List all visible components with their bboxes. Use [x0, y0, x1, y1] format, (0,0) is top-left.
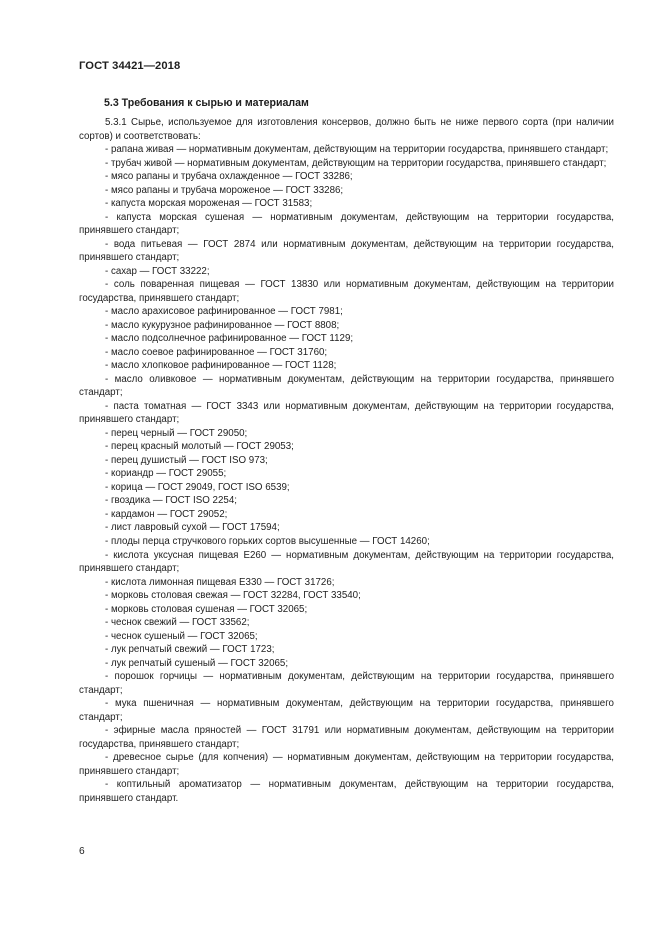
list-item: - мясо рапаны и трубача мороженое — ГОСТ 33286; — [105, 184, 344, 196]
list-item: - трубач живой — нормативным документам, действующим на территории государства, принявшего стандарт; — [105, 157, 607, 169]
list-item: - масло арахисовое рафинированное — ГОСТ 7981; — [105, 306, 343, 318]
list-item: - масло кукурузное рафинированное — ГОСТ 8808; — [105, 319, 340, 331]
list-item: - паста томатная — ГОСТ 3343 или нормативным документам, действующим на территории государства, принявшего стандарт; — [79, 400, 614, 426]
page-number: 6 — [79, 846, 85, 857]
list-item: - кислота лимонная пищевая Е330 — ГОСТ 31726; — [105, 576, 335, 588]
list-item: - плоды перца стручкового горьких сортов высушенные — ГОСТ 14260; — [105, 535, 430, 547]
list-item: - масло соевое рафинированное — ГОСТ 31760; — [105, 346, 328, 358]
list-item: - кориандр — ГОСТ 29055; — [105, 468, 227, 480]
list-item: - рапана живая — нормативным документам, действующим на территории государства, принявшего стандарт; — [105, 144, 609, 156]
list-item: - соль поваренная пищевая — ГОСТ 13830 или нормативным документам, действующим на территории государства, принявшего стандарт; — [79, 279, 614, 304]
list-item: - перец душистый — ГОСТ ISO 973; — [105, 454, 268, 466]
list-item: - капуста морская сушеная — нормативным документам, действующим на территории государства, принявшего стандарт; — [79, 211, 614, 237]
paragraph-intro: 5.3.1 Сырье, используемое для изготовления консервов, должно быть не ниже первого сорта (при наличии сортов) и соответствовать: — [79, 117, 614, 142]
list-item: - масло подсолнечное рафинированное — ГОСТ 1129; — [105, 333, 354, 345]
list-item: - кардамон — ГОСТ 29052; — [105, 508, 228, 520]
list-item: - лист лавровый сухой — ГОСТ 17594; — [105, 522, 280, 534]
list-item: - масло хлопковое рафинированное — ГОСТ 1128; — [105, 360, 337, 372]
list-item: - масло оливковое — нормативным документам, действующим на территории государства, принявшего стандарт; — [79, 373, 614, 399]
list-item: - чеснок сушеный — ГОСТ 32065; — [105, 630, 258, 642]
document-body — [79, 116, 614, 805]
list-item: - капуста морская мороженая — ГОСТ 31583; — [105, 198, 313, 210]
list-item: - мясо рапаны и трубача охлажденное — ГОСТ 33286; — [105, 171, 353, 183]
document-header: ГОСТ 34421—2018 — [79, 60, 181, 72]
list-item: - чеснок свежий — ГОСТ 33562; — [105, 617, 250, 629]
list-item: - сахар — ГОСТ 33222; — [105, 265, 210, 277]
list-item: - эфирные масла пряностей — ГОСТ 31791 или нормативным документам, действующим на территории государства, принявшего стандарт; — [79, 725, 614, 750]
list-item: - порошок горчицы — нормативным документам, действующим на территории государства, принявшего стандарт; — [79, 671, 614, 696]
list-item: - корица — ГОСТ 29049, ГОСТ ISO 6539; — [105, 481, 290, 493]
list-item: - морковь столовая свежая — ГОСТ 32284, ГОСТ 33540; — [105, 590, 361, 602]
list-item: - вода питьевая — ГОСТ 2874 или нормативным документам, действующим на территории государства, принявшего стандарт; — [79, 238, 614, 264]
list-item: - морковь столовая сушеная — ГОСТ 32065; — [105, 603, 308, 615]
list-item: - лук репчатый свежий — ГОСТ 1723; — [105, 644, 275, 656]
list-item: - перец черный — ГОСТ 29050; — [105, 427, 248, 439]
list-item: - коптильный ароматизатор — нормативным документам, действующим на территории государства, принявшего стандарт. — [79, 779, 614, 804]
list-item: - гвоздика — ГОСТ ISO 2254; — [105, 495, 237, 507]
list-item: - перец красный молотый — ГОСТ 29053; — [105, 441, 294, 453]
list-item: - мука пшеничная — нормативным документам, действующим на территории государства, принявшего стандарт; — [79, 698, 614, 723]
list-item: - кислота уксусная пищевая Е260 — нормативным документам, действующим на территории государства, принявшего стандарт; — [79, 549, 614, 575]
list-item: - лук репчатый сушеный — ГОСТ 32065; — [105, 657, 289, 669]
list-item: - древесное сырье (для копчения) — нормативным документам, действующим на территории государства, принявшего стандарт; — [79, 752, 614, 777]
section-title: 5.3 Требования к сырью и материалам — [104, 97, 309, 109]
